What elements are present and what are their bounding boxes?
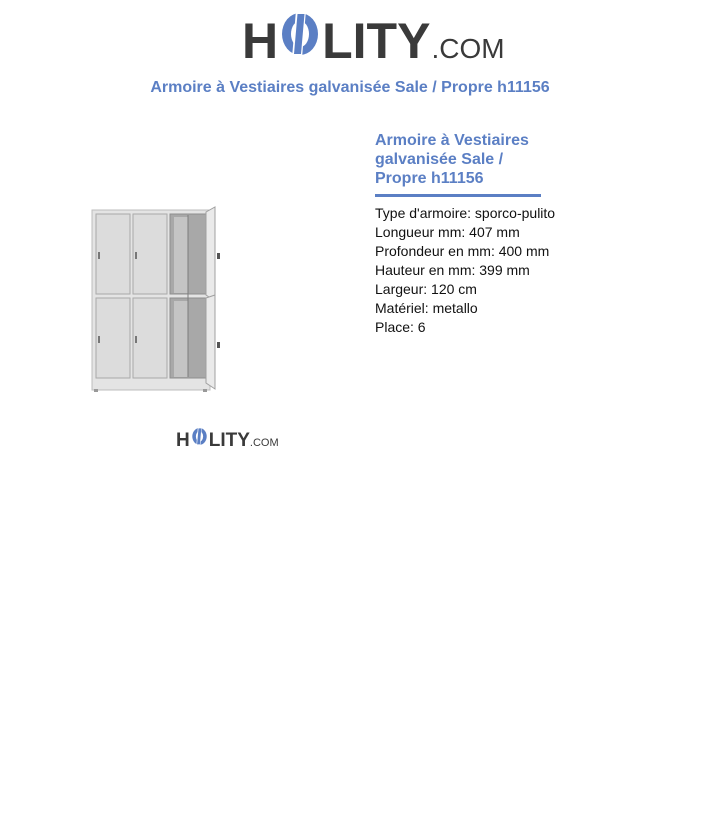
holity-o-icon <box>278 8 322 58</box>
logo-tld: .COM <box>431 33 505 64</box>
footer-logo <box>176 426 279 450</box>
footer-logo-prefix: H <box>176 430 190 451</box>
spec-width: Largeur: 120 cm <box>375 281 477 297</box>
product-title-line: Propre h11156 <box>375 170 484 187</box>
logo-suffix: LITY <box>322 13 431 69</box>
title-underline <box>375 194 541 197</box>
spec-depth: Profondeur en mm: 400 mm <box>375 243 550 259</box>
spec-list <box>375 204 555 337</box>
page-title: Armoire à Vestiaires galvanisée Sale / Propre h11156 <box>150 79 550 96</box>
holity-o-icon <box>190 426 209 446</box>
locker-cabinet-image <box>88 205 228 400</box>
site-logo[interactable] <box>242 8 505 68</box>
product-title-line: Armoire à Vestiaires <box>375 132 529 149</box>
product-title <box>375 131 550 188</box>
spec-height: Hauteur en mm: 399 mm <box>375 262 530 278</box>
footer-logo-suffix: LITY <box>208 430 250 451</box>
spec-places: Place: 6 <box>375 319 426 335</box>
logo-prefix: H <box>242 13 279 69</box>
product-title-line: galvanisée Sale / <box>375 151 504 168</box>
spec-length: Longueur mm: 407 mm <box>375 224 520 240</box>
footer-logo-tld: .COM <box>249 437 279 449</box>
spec-material: Matériel: metallo <box>375 300 478 316</box>
spec-type: Type d'armoire: sporco-pulito <box>375 205 556 221</box>
